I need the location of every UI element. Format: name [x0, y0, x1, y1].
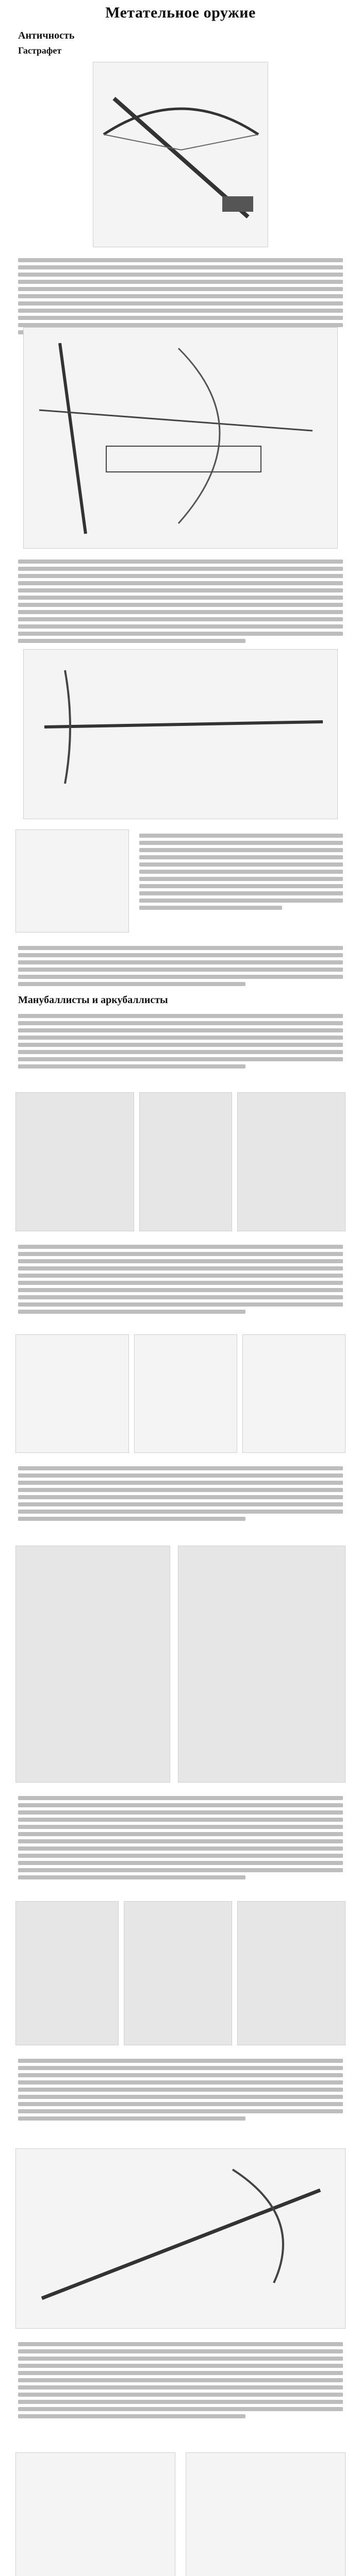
measurement-figure: [23, 649, 338, 819]
text-block: [18, 2056, 343, 2124]
text-block: [18, 2339, 343, 2421]
text-block: [18, 1463, 343, 1524]
relief-image: [15, 1092, 134, 1231]
measurement-drawing: [24, 650, 337, 819]
reconstruction-figure: [134, 1334, 237, 1453]
relief-image: [139, 1092, 232, 1231]
text-block: [18, 255, 343, 337]
section-heading: Античность: [18, 30, 75, 41]
arcuballista-drawing: [15, 2148, 346, 2329]
technical-drawing: [24, 328, 337, 548]
subsection-heading: Гастрафет: [18, 45, 62, 56]
reconstruction-figure: [242, 1334, 346, 1453]
crossbow-diagram: [186, 2452, 346, 2576]
text-block: [18, 1011, 343, 1072]
gastraphetes-figure: [93, 62, 268, 247]
gastraphetes-drawing: [93, 62, 268, 247]
text-block: [18, 943, 343, 989]
weapon-photo: [124, 1901, 232, 2045]
section-heading: Манубаллисты и аркубаллисты: [18, 994, 168, 1006]
weapon-photo: [237, 1901, 346, 2045]
text-block: [139, 831, 343, 913]
reconstruction-figure: [15, 1334, 129, 1453]
weapon-photo: [15, 1901, 119, 2045]
crossbow-diagram: [15, 2452, 175, 2576]
page-title: Метательное оружие: [105, 4, 256, 21]
reconstruction-photo: [178, 1546, 346, 1783]
technical-drawing-figure: [23, 327, 338, 549]
bow-assembly-figure: [15, 829, 129, 933]
text-block: [18, 556, 343, 646]
arcuballista-svg: [16, 2149, 345, 2328]
text-block: [18, 1793, 343, 1883]
text-block: [18, 1242, 343, 1317]
reconstruction-photo: [15, 1546, 170, 1783]
relief-image: [237, 1092, 346, 1231]
